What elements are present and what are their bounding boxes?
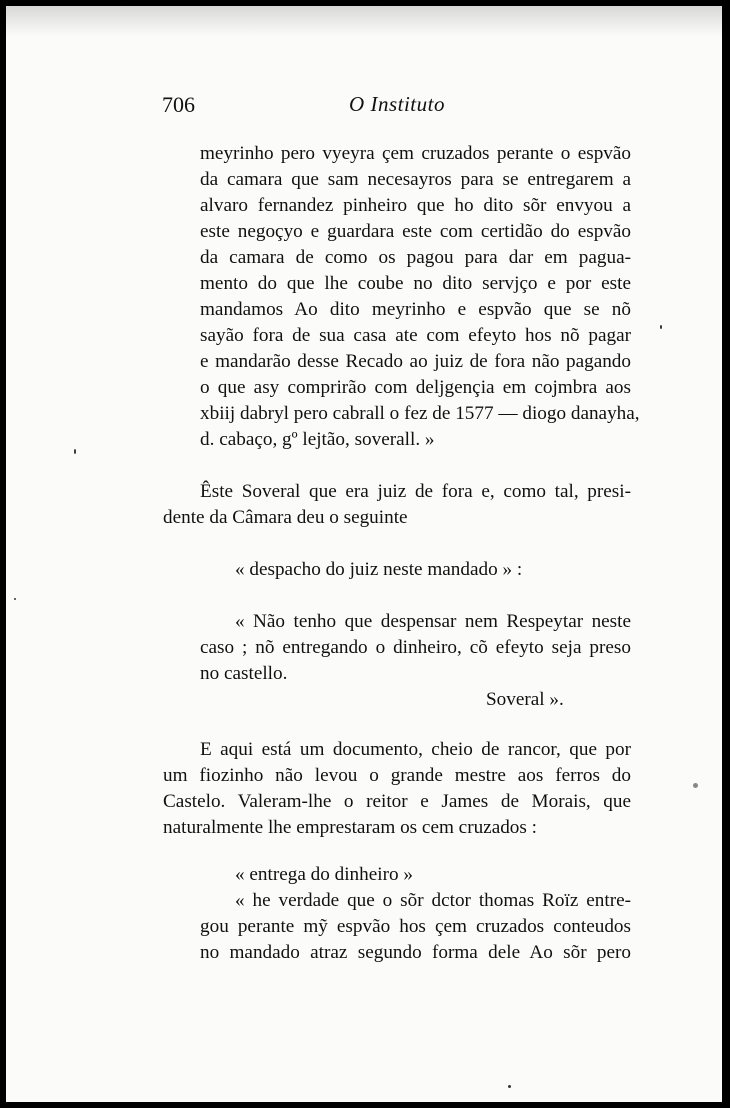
quote-line: este negoçyo e guardara este com certidão do espvão: [200, 221, 631, 242]
page-number: 706: [162, 92, 195, 117]
entrega-line: « he verdade que o sõr dctor thomas Roïz entre-: [235, 890, 631, 911]
scan-border-left: [0, 0, 6, 1108]
quote-line: mandamos Ao dito meyrinho e espvão que se nõ: [200, 299, 631, 320]
section-heading: « entrega do dinheiro »: [235, 864, 413, 885]
scan-speck: [660, 325, 662, 329]
section-heading: « despacho do juiz neste mandado » :: [235, 559, 523, 580]
quote-line: mento do que lhe coube no dito servjço e por este: [200, 273, 631, 294]
scan-border-right: [722, 0, 730, 1108]
quote-line: sayão fora de sua casa ate com efeyto hos nõ pagar: [200, 325, 631, 346]
scan-speck: [693, 783, 698, 788]
quote-line: da camara que sam necesayros para se entregarem a: [200, 169, 631, 190]
despacho-line: caso ; nõ entregando o dinheiro, cõ efeyto seja preso: [200, 637, 631, 658]
quote-line: d. cabaço, gº lejtão, soverall. »: [200, 429, 435, 450]
scan-speck: [14, 598, 16, 600]
scan-border-bottom: [0, 1102, 730, 1108]
quote-line: meyrinho pero vyeyra çem cruzados perante o espvão: [200, 143, 631, 164]
despacho-line: « Não tenho que despensar nem Respeytar neste: [235, 611, 631, 632]
quote-line: alvaro fernandez pinheiro que ho dito sõr envyou a: [200, 195, 631, 216]
paragraph-line: Castelo. Valeram-lhe o reitor e James de Morais, que: [163, 791, 631, 812]
quote-line: da camara de como os pagou para dar em pagua-: [200, 247, 631, 268]
paragraph-line: E aqui está um documento, cheio de rancor, que por: [200, 739, 631, 760]
quote-line: xbiij dabryl pero cabrall o fez de 1577 — diogo danayha,: [200, 403, 640, 424]
quote-line: o que asy comprirão com deljgençia em cojmbra aos: [200, 377, 631, 398]
quote-line: e mandarão desse Recado ao juiz de fora não pagando: [200, 351, 631, 372]
despacho-line: no castello.: [200, 663, 288, 684]
paragraph-line: naturalmente lhe emprestaram os cem cruzados :: [163, 817, 537, 838]
entrega-line: gou perante mỹ espvão hos çem cruzados conteudos: [200, 916, 631, 937]
scan-speck: [74, 449, 76, 454]
page-header: [162, 92, 632, 120]
scan-smudge: [6, 6, 722, 36]
entrega-line: no mandado atraz segundo forma dele Ao sõr pero: [200, 942, 631, 963]
running-title: O Instituto: [349, 92, 445, 116]
scan-speck: [508, 1085, 511, 1088]
paragraph-line: dente da Câmara deu o seguinte: [163, 507, 408, 528]
paragraph-line: um fiozinho não levou o grande mestre aos ferros do: [163, 765, 631, 786]
paragraph-line: Êste Soveral que era juiz de fora e, como tal, presi-: [200, 481, 631, 502]
signature: Soveral ».: [486, 689, 564, 710]
